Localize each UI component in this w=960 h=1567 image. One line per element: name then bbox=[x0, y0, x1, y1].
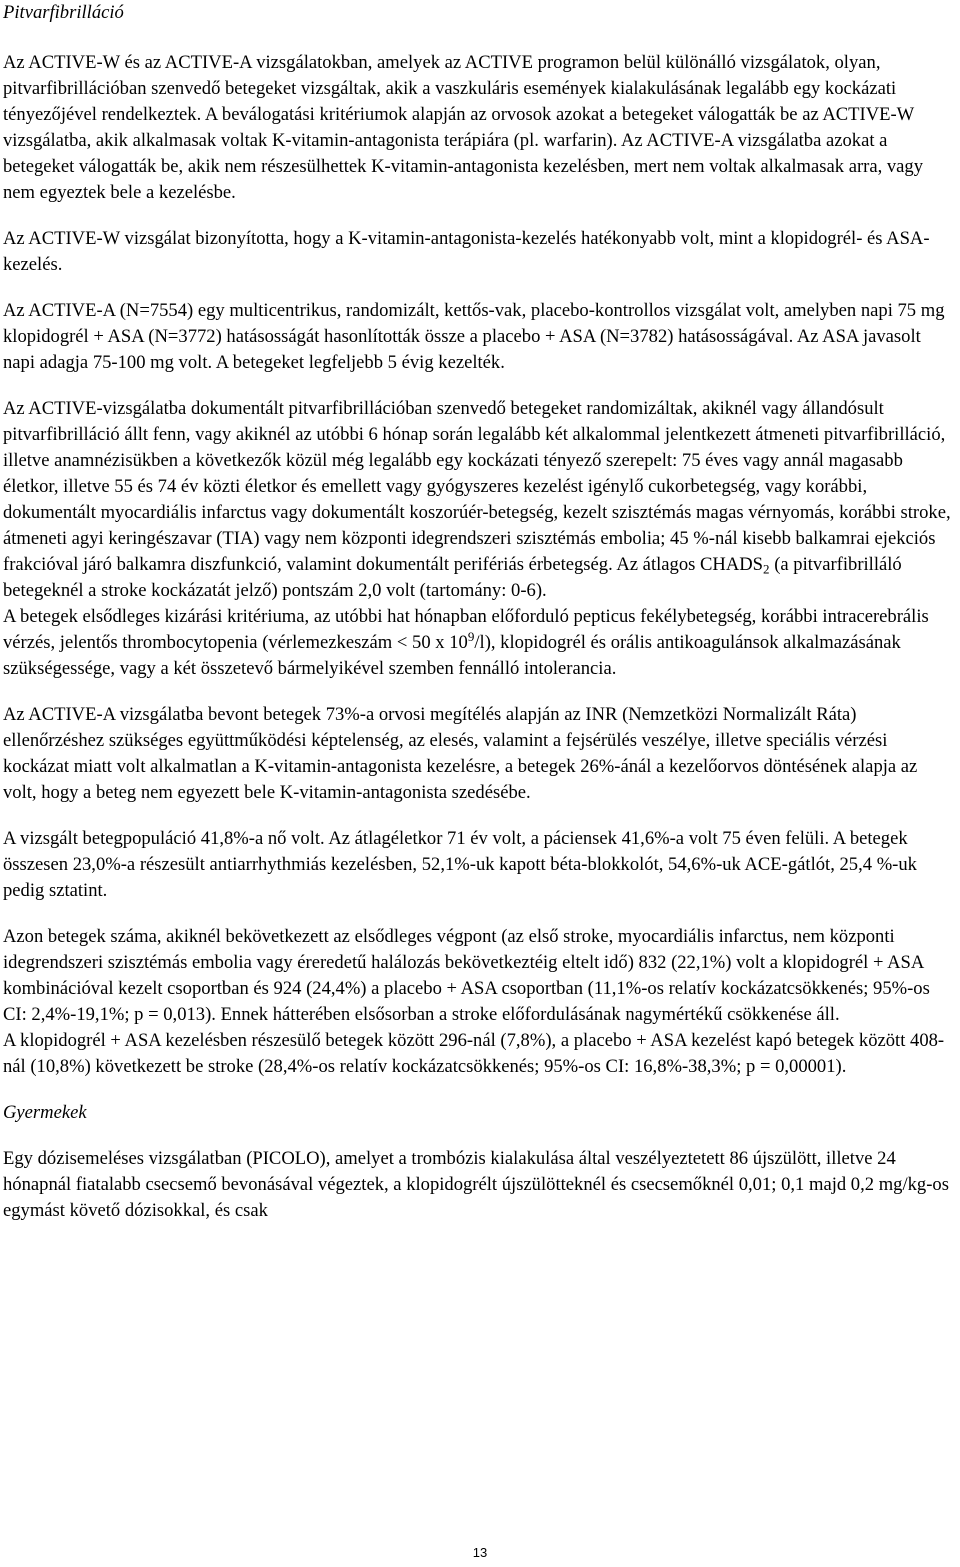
page-number: 13 bbox=[472, 1545, 488, 1560]
paragraph-picolo: Egy dózisemeléses vizsgálatban (PICOLO), amelyet a trombózis kialakulása által veszélyeztetett 86 újszülött, illetve 24 hónapnál fiatalabb csecsemő bevonásával végeztek, a klopidogrélt újszülötteknél és csecsemőknél 0,01; 0,1 majd 0,2 mg/kg-os egymást követő dózisokkal, és csak bbox=[3, 1148, 949, 1221]
paragraph-primary-endpoint: Azon betegek száma, akiknél bekövetkezett az elsődleges végpont (az első stroke, myocardiális infarctus, nem központi idegrendszeri szisztémás embolia vagy éreredetű halálozás bekövetkeztéig eltelt idő) 832 (22,1%) volt a klopidogrél + ASA kombinációval kezelt csoportban és 924 (24,4%) a placebo + ASA csoportban (11,1%-os relatív kockázatcsökkenés; 95%-os CI: 2,4%-19,1%; p = 0,013). Ennek hátterében elsősorban a stroke előfordulásának nagymértékű csökkenése áll. bbox=[3, 926, 930, 1025]
chads-subscript: 2 bbox=[763, 561, 770, 577]
inclusion-text-b: (a pitvarfibrilláló betegeknél a stroke kockázatát jelző) pontszám 2,0 volt (tartomány: 0-6). bbox=[3, 554, 902, 601]
paragraph-exclusion-criteria bbox=[3, 604, 955, 682]
paragraph-stroke-results: A klopidogrél + ASA kezelésben részesülő betegek között 296-nál (7,8%), a placebo + ASA kezelést kapó betegek között 408-nál (10,8%) következett be stroke (28,4%-os relatív kockázatcsökkenés; 95%-os CI: 16,8%-38,3%; p = 0,00001). bbox=[3, 1030, 945, 1077]
inclusion-text-a: Az ACTIVE-vizsgálatba dokumentált pitvarfibrillációban szenvedő betegeket randomizáltak, akiknél vagy állandósult pitvarfibrilláció állt fenn, vagy akiknél az utóbbi 6 hónap során legalább két alkalommal jelentkezett átmeneti pitvarfibrilláció, illetve anamnézisükben a következők közül még legalább egy kockázati tényező szerepelt: 75 éves vagy annál magasabb életkor, illetve 55 és 74 év közti életkor és emellett vagy gyógyszeres kezelést igénylő cukorbetegség, vagy korábbi, dokumentált myocardiális infarctus vagy dokumentált koszorúér-betegség, kezelt szisztémás magas vérnyomás, korábbi stroke, átmeneti agyi keringészavar (TIA) vagy nem központi idegrendszeri szisztémás embolia; 45 %-nál kisebb balkamrai ejekciós frakcióval járó balkamra diszfunkció, valamint dokumentált perifériás érbetegség. Az átlagos CHADS bbox=[3, 398, 951, 575]
paragraph-active-w-result: Az ACTIVE-W vizsgálat bizonyította, hogy a K-vitamin-antagonista-kezelés hatékonyabb volt, mint a klopidogrél- és ASA-kezelés. bbox=[3, 228, 930, 275]
exclusion-text-b: /l), klopidogrél és orális antikoagulánsok alkalmazásának szükségessége, vagy a két összetevő bármelyikével szemben fennálló intolerancia. bbox=[3, 632, 901, 679]
exponent-superscript: 9 bbox=[467, 628, 475, 644]
document-page bbox=[3, 0, 955, 1224]
section-heading-children: Gyermekek bbox=[3, 1102, 87, 1123]
exclusion-text-a: A betegek elsődleges kizárási kritériuma, az utóbbi hat hónapban előforduló pepticus fekélybetegség, korábbi intracerebrális vérzés, jelentős thrombocytopenia (vérlemezkeszám < 50 x 10 bbox=[3, 606, 929, 653]
paragraph-active-a-design: Az ACTIVE-A (N=7554) egy multicentrikus, randomizált, kettős-vak, placebo-kontrollos vizsgálat volt, amelyben napi 75 mg klopidogrél + ASA (N=3772) hatásosságát hasonlították össze a placebo + ASA (N=3782) hatásosságával. Az ASA javasolt napi adagja 75-100 mg volt. A betegeket legfeljebb 5 évig kezelték. bbox=[3, 300, 945, 373]
paragraph-population: A vizsgált betegpopuláció 41,8%-a nő volt. Az átlagéletkor 71 év volt, a páciensek 41,6%-a volt 75 éven felüli. A betegek összesen 23,0%-a részesült antiarrhythmiás kezelésben, 52,1%-uk kapott béta-blokkolót, 54,6%-uk ACE-gátlót, 25,4 %-uk pedig sztatint. bbox=[3, 828, 917, 901]
paragraph-inclusion-criteria bbox=[3, 396, 955, 604]
paragraph-vka-unsuitability: Az ACTIVE-A vizsgálatba bevont betegek 73%-a orvosi megítélés alapján az INR (Nemzetközi Normalizált Ráta) ellenőrzéshez szükséges együttműködési képtelenség, az elesés, valamint a fejsérülés veszélye, illetve speciális vérzési kockázat miatt volt alkalmatlan a K-vitamin-antagonista kezelésre, a betegek 26%-ánál a kezelőorvos döntésének alapja az volt, hogy a beteg nem egyezett bele K-vitamin-antagonista szedésébe. bbox=[3, 704, 918, 803]
paragraph-active-intro: Az ACTIVE-W és az ACTIVE-A vizsgálatokban, amelyek az ACTIVE programon belül különálló vizsgálatok, olyan, pitvarfibrillációban szenvedő betegeket vizsgáltak, akik a vaszkuláris események kialakulásának legalább egy kockázati tényezőjével rendelkeztek. A beválogatási kritériumok alapján az orvosok azokat a betegeket válogatták be az ACTIVE-W vizsgálatba, akik alkalmasak voltak K-vitamin-antagonista terápiára (pl. warfarin). Az ACTIVE-A vizsgálatba azokat a betegeket válogatták be, akik nem részesülhettek K-vitamin-antagonista kezelésben, mert nem voltak alkalmasak arra, vagy nem egyeztek bele a kezelésbe. bbox=[3, 52, 924, 203]
section-heading-af: Pitvarfibrilláció bbox=[3, 2, 124, 23]
